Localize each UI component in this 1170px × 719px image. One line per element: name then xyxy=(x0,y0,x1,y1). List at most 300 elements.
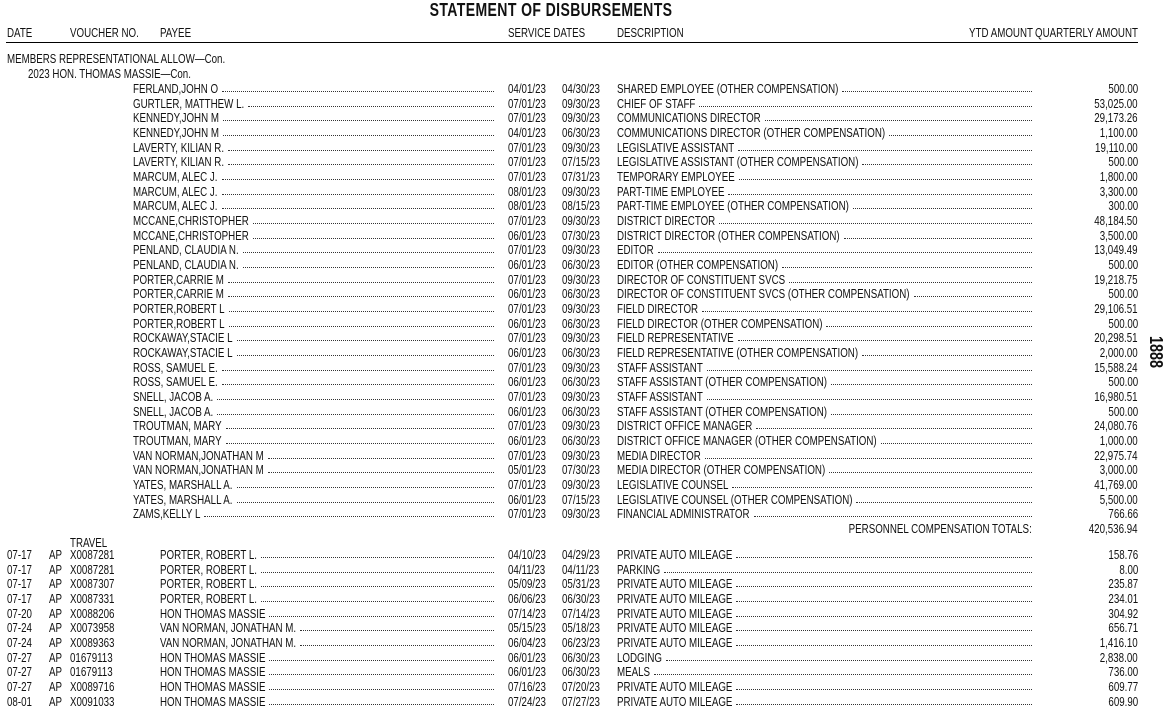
service-from: 06/01/23 xyxy=(508,228,546,243)
service-from: 06/01/23 xyxy=(508,650,546,665)
quarterly-amount: 19,218.75 xyxy=(1094,272,1138,287)
payee: PORTER, ROBERT L. xyxy=(160,577,257,592)
payee: KENNEDY,JOHN M xyxy=(133,126,219,140)
payee-leader xyxy=(204,516,494,517)
payee: MARCUM, ALEC J. xyxy=(133,170,218,185)
travel-row xyxy=(0,695,1170,709)
date: 07-24 xyxy=(7,636,32,651)
service-to: 04/11/23 xyxy=(562,562,600,577)
payee: PORTER,ROBERT L xyxy=(133,316,225,331)
description: EDITOR (OTHER COMPENSATION) xyxy=(617,258,779,273)
personnel-row xyxy=(0,478,1170,492)
date: 07-27 xyxy=(7,680,32,695)
payee-leader xyxy=(228,296,494,297)
personnel-row xyxy=(0,287,1170,301)
description: PRIVATE AUTO MILEAGE xyxy=(617,592,733,606)
payee-leader xyxy=(300,645,494,646)
payee: MARCUM, ALEC J. xyxy=(133,199,218,214)
description-leader xyxy=(728,194,1032,195)
description: FINANCIAL ADMINISTRATOR xyxy=(617,507,750,522)
quarterly-amount: 500.00 xyxy=(1108,82,1138,96)
voucher-type: AP xyxy=(49,592,63,606)
description: LEGISLATIVE ASSISTANT (OTHER COMPENSATION) xyxy=(617,155,859,170)
description: STAFF ASSISTANT (OTHER COMPENSATION) xyxy=(617,404,828,419)
payee: MCCANE,CHRISTOPHER xyxy=(133,228,249,243)
description: STAFF ASSISTANT xyxy=(617,390,703,405)
voucher-type: AP xyxy=(49,650,63,665)
voucher-type: AP xyxy=(49,606,63,621)
payee-leader xyxy=(269,704,494,705)
service-from: 06/01/23 xyxy=(508,434,546,449)
service-from: 07/14/23 xyxy=(508,606,546,621)
service-from: 07/24/23 xyxy=(508,694,546,709)
payee: VAN NORMAN,JONATHAN M xyxy=(133,448,264,463)
description-leader xyxy=(707,370,1032,371)
payee: HON THOMAS MASSIE xyxy=(160,665,266,680)
payee: HON THOMAS MASSIE xyxy=(160,694,266,709)
payee-leader xyxy=(269,674,494,675)
service-from: 07/01/23 xyxy=(508,272,546,287)
payee: PORTER, ROBERT L. xyxy=(160,592,257,606)
service-from: 08/01/23 xyxy=(508,199,546,214)
personnel-row xyxy=(0,331,1170,345)
service-from: 07/01/23 xyxy=(508,96,546,111)
service-from: 07/01/23 xyxy=(508,155,546,170)
payee-leader xyxy=(222,194,494,195)
quarterly-amount: 13,049.49 xyxy=(1094,243,1138,258)
payee: PORTER,ROBERT L xyxy=(133,302,225,317)
payee-leader xyxy=(223,135,494,136)
service-to: 09/30/23 xyxy=(562,111,600,126)
payee: SNELL, JACOB A. xyxy=(133,404,214,419)
travel-row xyxy=(0,621,1170,635)
travel-row xyxy=(0,607,1170,621)
voucher-type: AP xyxy=(49,636,63,651)
quarterly-amount: 736.00 xyxy=(1108,665,1138,680)
service-to: 09/30/23 xyxy=(562,507,600,522)
description-leader xyxy=(738,150,1032,151)
service-to: 08/15/23 xyxy=(562,199,600,214)
date: 08-01 xyxy=(7,694,32,709)
personnel-row xyxy=(0,258,1170,272)
payee-leader xyxy=(253,223,494,224)
service-to: 06/30/23 xyxy=(562,592,600,606)
description: COMMUNICATIONS DIRECTOR (OTHER COMPENSATION) xyxy=(617,126,886,140)
description-leader xyxy=(881,443,1032,444)
service-to: 09/30/23 xyxy=(562,243,600,258)
personnel-totals-row xyxy=(0,522,1170,536)
description: PRIVATE AUTO MILEAGE xyxy=(617,680,733,695)
payee: GURTLER, MATTHEW L. xyxy=(133,96,245,111)
personnel-row xyxy=(0,419,1170,433)
col-date: DATE xyxy=(7,26,33,40)
description: PRIVATE AUTO MILEAGE xyxy=(617,577,733,592)
quarterly-amount: 1,100.00 xyxy=(1100,126,1138,140)
description-leader xyxy=(862,164,1032,165)
service-from: 07/01/23 xyxy=(508,140,546,155)
voucher-type: AP xyxy=(49,665,63,680)
payee-leader xyxy=(237,355,494,356)
payee: YATES, MARSHALL A. xyxy=(133,492,233,507)
payee-leader xyxy=(217,399,494,400)
description-leader xyxy=(658,252,1032,253)
quarterly-amount: 1,000.00 xyxy=(1100,434,1138,449)
description: SHARED EMPLOYEE (OTHER COMPENSATION) xyxy=(617,82,839,96)
service-to: 09/30/23 xyxy=(562,478,600,493)
payee: PORTER, ROBERT L. xyxy=(160,562,257,577)
payee-leader xyxy=(222,91,494,92)
description-leader xyxy=(702,311,1032,312)
totals-amount: 420,536.94 xyxy=(1089,522,1138,536)
description-leader xyxy=(736,645,1032,646)
column-header-row xyxy=(0,26,1170,42)
payee: ZAMS,KELLY L xyxy=(133,507,201,522)
personnel-row xyxy=(0,185,1170,199)
service-from: 07/16/23 xyxy=(508,680,546,695)
description-leader xyxy=(789,282,1032,283)
service-to: 09/30/23 xyxy=(562,390,600,405)
personnel-row xyxy=(0,317,1170,331)
service-from: 04/10/23 xyxy=(508,548,546,562)
travel-row xyxy=(0,563,1170,577)
quarterly-amount: 3,500.00 xyxy=(1100,228,1138,243)
quarterly-amount: 500.00 xyxy=(1108,287,1138,302)
payee: FERLAND,JOHN O xyxy=(133,82,219,96)
personnel-row xyxy=(0,302,1170,316)
travel-row xyxy=(0,592,1170,606)
description-leader xyxy=(914,296,1032,297)
payee: VAN NORMAN, JONATHAN M. xyxy=(160,636,297,651)
service-from: 07/01/23 xyxy=(508,302,546,317)
description: EDITOR xyxy=(617,243,654,258)
description: FIELD REPRESENTATIVE (OTHER COMPENSATION) xyxy=(617,346,859,361)
personnel-row xyxy=(0,346,1170,360)
description: MEALS xyxy=(617,665,651,680)
description: FIELD DIRECTOR (OTHER COMPENSATION) xyxy=(617,316,823,331)
service-from: 05/01/23 xyxy=(508,463,546,478)
travel-row xyxy=(0,548,1170,562)
service-to: 07/30/23 xyxy=(562,228,600,243)
personnel-row xyxy=(0,97,1170,111)
date: 07-24 xyxy=(7,621,32,636)
service-to: 09/30/23 xyxy=(562,302,600,317)
date: 07-20 xyxy=(7,606,32,621)
service-from: 07/01/23 xyxy=(508,331,546,346)
quarterly-amount: 1,800.00 xyxy=(1100,170,1138,185)
service-to: 07/31/23 xyxy=(562,170,600,185)
quarterly-amount: 53,025.00 xyxy=(1094,96,1138,111)
quarterly-amount: 656.71 xyxy=(1108,621,1138,636)
personnel-row xyxy=(0,434,1170,448)
quarterly-amount: 15,588.24 xyxy=(1094,360,1138,375)
service-from: 04/11/23 xyxy=(508,562,546,577)
description: DISTRICT DIRECTOR (OTHER COMPENSATION) xyxy=(617,228,840,243)
description-leader xyxy=(756,428,1032,429)
quarterly-amount: 8.00 xyxy=(1119,562,1138,577)
description-leader xyxy=(666,660,1032,661)
quarterly-amount: 24,080.76 xyxy=(1094,419,1138,434)
description-leader xyxy=(699,106,1032,107)
totals-label: PERSONNEL COMPENSATION TOTALS: xyxy=(848,522,1032,536)
service-from: 06/01/23 xyxy=(508,404,546,419)
personnel-row xyxy=(0,375,1170,389)
personnel-row xyxy=(0,405,1170,419)
description: LODGING xyxy=(617,650,662,665)
description: DISTRICT OFFICE MANAGER xyxy=(617,419,753,434)
payee-leader xyxy=(268,458,494,459)
service-to: 09/30/23 xyxy=(562,272,600,287)
voucher-number: 01679113 xyxy=(70,665,113,680)
payee-leader xyxy=(222,208,494,209)
personnel-row xyxy=(0,449,1170,463)
quarterly-amount: 235.87 xyxy=(1108,577,1138,592)
payee: PORTER, ROBERT L. xyxy=(160,548,257,562)
page-number: 1888 xyxy=(1146,336,1166,369)
service-to: 04/30/23 xyxy=(562,82,600,96)
date: 07-27 xyxy=(7,665,32,680)
service-from: 07/01/23 xyxy=(508,478,546,493)
description: PART-TIME EMPLOYEE xyxy=(617,184,725,199)
payee-leader xyxy=(237,487,494,488)
description-leader xyxy=(719,223,1032,224)
description-leader xyxy=(736,557,1032,558)
col-ytd: YTD AMOUNT xyxy=(969,26,1033,40)
payee-leader xyxy=(222,179,494,180)
description: DISTRICT DIRECTOR xyxy=(617,214,716,229)
description-leader xyxy=(664,572,1032,573)
description: LEGISLATIVE ASSISTANT xyxy=(617,140,735,155)
payee: ROSS, SAMUEL E. xyxy=(133,375,218,390)
description-leader xyxy=(736,601,1032,602)
personnel-row xyxy=(0,155,1170,169)
payee-leader xyxy=(217,414,494,415)
service-to: 06/30/23 xyxy=(562,665,600,680)
quarterly-amount: 19,110.00 xyxy=(1095,140,1138,155)
payee-leader xyxy=(243,267,494,268)
quarterly-amount: 1,416.10 xyxy=(1100,636,1138,651)
quarterly-amount: 29,173.26 xyxy=(1094,111,1138,126)
personnel-row xyxy=(0,214,1170,228)
service-to: 07/14/23 xyxy=(562,606,600,621)
quarterly-amount: 500.00 xyxy=(1108,155,1138,170)
voucher-number: X0087281 xyxy=(70,562,115,577)
voucher-number: 01679113 xyxy=(70,650,113,665)
service-from: 04/01/23 xyxy=(508,82,546,96)
quarterly-amount: 20,298.51 xyxy=(1094,331,1138,346)
payee: KENNEDY,JOHN M xyxy=(133,111,219,126)
quarterly-amount: 3,300.00 xyxy=(1100,184,1138,199)
section-title: MEMBERS REPRESENTATIONAL ALLOW—Con. xyxy=(7,52,226,66)
description: TEMPORARY EMPLOYEE xyxy=(617,170,735,185)
service-to: 07/30/23 xyxy=(562,463,600,478)
service-from: 04/01/23 xyxy=(508,126,546,140)
description: PARKING xyxy=(617,562,661,577)
page-title: STATEMENT OF DISBURSEMENTS xyxy=(429,0,673,20)
payee: VAN NORMAN,JONATHAN M xyxy=(133,463,264,478)
service-to: 09/30/23 xyxy=(562,184,600,199)
travel-row xyxy=(0,636,1170,650)
date: 07-17 xyxy=(7,548,32,562)
travel-title: TRAVEL xyxy=(70,536,108,550)
voucher-type: AP xyxy=(49,577,63,592)
quarterly-amount: 3,000.00 xyxy=(1100,463,1138,478)
description-leader xyxy=(705,458,1032,459)
description-leader xyxy=(782,267,1032,268)
payee-leader xyxy=(237,340,494,341)
quarterly-amount: 234.01 xyxy=(1108,592,1138,606)
payee: HON THOMAS MASSIE xyxy=(160,650,266,665)
service-to: 04/29/23 xyxy=(562,548,600,562)
description: DIRECTOR OF CONSTITUENT SVCS (OTHER COMPENSATION) xyxy=(617,287,910,302)
payee-leader xyxy=(269,689,494,690)
description: PRIVATE AUTO MILEAGE xyxy=(617,606,733,621)
payee: VAN NORMAN, JONATHAN M. xyxy=(160,621,297,636)
personnel-row xyxy=(0,390,1170,404)
description: LEGISLATIVE COUNSEL xyxy=(617,478,729,493)
description: MEDIA DIRECTOR xyxy=(617,448,701,463)
payee-leader xyxy=(248,106,494,107)
description-leader xyxy=(856,502,1032,503)
personnel-row xyxy=(0,243,1170,257)
service-to: 09/30/23 xyxy=(562,214,600,229)
voucher-number: X0087307 xyxy=(70,577,115,592)
voucher-type: AP xyxy=(49,680,63,695)
payee: PORTER,CARRIE M xyxy=(133,287,224,302)
service-from: 07/01/23 xyxy=(508,111,546,126)
quarterly-amount: 500.00 xyxy=(1108,404,1138,419)
service-to: 09/30/23 xyxy=(562,419,600,434)
payee: TROUTMAN, MARY xyxy=(133,419,222,434)
description: PRIVATE AUTO MILEAGE xyxy=(617,548,733,562)
description: PART-TIME EMPLOYEE (OTHER COMPENSATION) xyxy=(617,199,849,214)
payee-leader xyxy=(300,630,494,631)
description-leader xyxy=(738,340,1032,341)
payee-leader xyxy=(223,120,494,121)
personnel-row xyxy=(0,170,1170,184)
quarterly-amount: 500.00 xyxy=(1108,375,1138,390)
description-leader xyxy=(889,135,1032,136)
service-to: 06/30/23 xyxy=(562,287,600,302)
service-from: 06/01/23 xyxy=(508,375,546,390)
quarterly-amount: 158.76 xyxy=(1108,548,1138,562)
description-leader xyxy=(739,179,1032,180)
description: MEDIA DIRECTOR (OTHER COMPENSATION) xyxy=(617,463,826,478)
quarterly-amount: 48,184.50 xyxy=(1094,214,1138,229)
service-to: 09/30/23 xyxy=(562,140,600,155)
service-to: 06/30/23 xyxy=(562,375,600,390)
voucher-number: X0087281 xyxy=(70,548,115,562)
description-leader xyxy=(736,586,1032,587)
description: FIELD REPRESENTATIVE xyxy=(617,331,734,346)
description-leader xyxy=(736,616,1032,617)
personnel-row xyxy=(0,199,1170,213)
voucher-number: X0091033 xyxy=(70,694,115,709)
payee: LAVERTY, KILIAN R. xyxy=(133,140,225,155)
description: PRIVATE AUTO MILEAGE xyxy=(617,621,733,636)
description-leader xyxy=(736,630,1032,631)
payee: ROSS, SAMUEL E. xyxy=(133,360,218,375)
service-from: 06/01/23 xyxy=(508,346,546,361)
payee-leader xyxy=(228,150,494,151)
service-from: 07/01/23 xyxy=(508,360,546,375)
quarterly-amount: 500.00 xyxy=(1108,258,1138,273)
payee: HON THOMAS MASSIE xyxy=(160,606,266,621)
date: 07-17 xyxy=(7,592,32,606)
service-from: 06/06/23 xyxy=(508,592,546,606)
description-leader xyxy=(732,487,1032,488)
payee-leader xyxy=(261,586,494,587)
payee-leader xyxy=(261,601,494,602)
payee-leader xyxy=(222,384,494,385)
payee-leader xyxy=(268,472,494,473)
quarterly-amount: 304.92 xyxy=(1108,606,1138,621)
col-service-dates: SERVICE DATES xyxy=(508,26,586,40)
date: 07-27 xyxy=(7,650,32,665)
service-to: 06/30/23 xyxy=(562,316,600,331)
payee-leader xyxy=(269,660,494,661)
voucher-type: AP xyxy=(49,562,63,577)
payee: PENLAND, CLAUDIA N. xyxy=(133,258,239,273)
service-to: 09/30/23 xyxy=(562,360,600,375)
service-from: 07/01/23 xyxy=(508,419,546,434)
payee-leader xyxy=(237,502,494,503)
description: PRIVATE AUTO MILEAGE xyxy=(617,694,733,709)
quarterly-amount: 500.00 xyxy=(1108,316,1138,331)
service-from: 07/01/23 xyxy=(508,243,546,258)
payee-leader xyxy=(228,164,494,165)
description-leader xyxy=(829,472,1032,473)
personnel-row xyxy=(0,361,1170,375)
personnel-row xyxy=(0,463,1170,477)
travel-row xyxy=(0,651,1170,665)
service-to: 06/30/23 xyxy=(562,650,600,665)
description-leader xyxy=(654,674,1032,675)
voucher-type: AP xyxy=(49,548,63,562)
service-from: 07/01/23 xyxy=(508,170,546,185)
description-leader xyxy=(765,120,1032,121)
description: PRIVATE AUTO MILEAGE xyxy=(617,636,733,651)
payee-leader xyxy=(222,370,494,371)
col-description: DESCRIPTION xyxy=(617,26,684,40)
voucher-number: X0089363 xyxy=(70,636,115,651)
date: 07-17 xyxy=(7,577,32,592)
service-from: 07/01/23 xyxy=(508,214,546,229)
service-from: 06/01/23 xyxy=(508,258,546,273)
description-leader xyxy=(736,689,1032,690)
description: DISTRICT OFFICE MANAGER (OTHER COMPENSATION) xyxy=(617,434,877,449)
description-leader xyxy=(862,355,1032,356)
personnel-row xyxy=(0,273,1170,287)
quarterly-amount: 16,980.51 xyxy=(1094,390,1138,405)
voucher-type: AP xyxy=(49,694,63,709)
payee: HON THOMAS MASSIE xyxy=(160,680,266,695)
subsection-title: 2023 HON. THOMAS MASSIE—Con. xyxy=(28,67,191,81)
payee: ROCKAWAY,STACIE L xyxy=(133,346,233,361)
payee: LAVERTY, KILIAN R. xyxy=(133,155,225,170)
payee-leader xyxy=(253,238,494,239)
payee-leader xyxy=(261,572,494,573)
service-from: 08/01/23 xyxy=(508,184,546,199)
service-from: 07/01/23 xyxy=(508,507,546,522)
payee: MCCANE,CHRISTOPHER xyxy=(133,214,249,229)
service-from: 06/01/23 xyxy=(508,665,546,680)
service-to: 09/30/23 xyxy=(562,96,600,111)
personnel-row xyxy=(0,229,1170,243)
description-leader xyxy=(831,414,1032,415)
personnel-row xyxy=(0,141,1170,155)
service-from: 05/15/23 xyxy=(508,621,546,636)
quarterly-amount: 2,000.00 xyxy=(1100,346,1138,361)
